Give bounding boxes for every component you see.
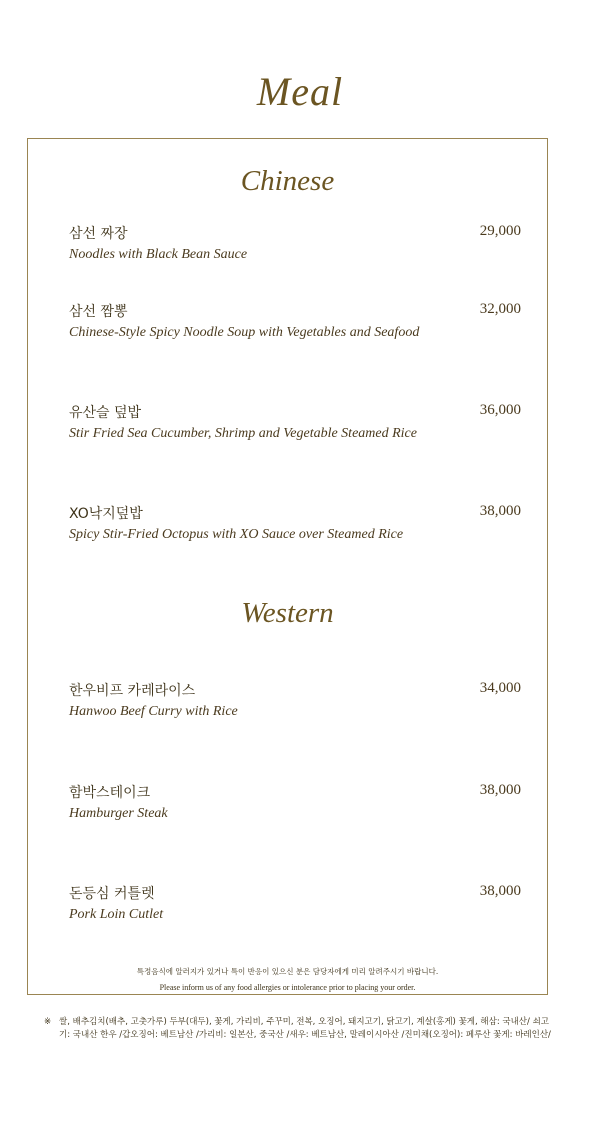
section-title-western: Western <box>241 597 334 629</box>
item-name-ko: 삼선 짜장 <box>69 226 128 242</box>
menu-frame <box>27 138 548 995</box>
origin-text: 쌀, 배추김치(배추, 고춧가루) 두부(대두), 꽃게, 가리비, 주꾸미, 전복, 오징어, 돼지고기, 닭고기, 계살(홍게) 꽃게, 해삼: 국내산/ 쇠고기: 국내산 한우 /갑오징어: 베트남산 /가리비: 일본산, 중국산 /새우: 베트남산, 말레이시아산 /진미채(오징어): 페루산 꽃게: 바레인산/ <box>59 1017 551 1040</box>
menu-item <box>69 885 521 924</box>
item-name-ko: XO낙지덮밥 <box>69 506 143 522</box>
item-name-en: Pork Loin Cutlet <box>69 907 164 922</box>
menu-item <box>69 303 521 342</box>
menu-item <box>69 784 521 823</box>
item-price: 34,000 <box>479 680 521 696</box>
item-name-ko: 삼선 짬뽕 <box>69 304 128 320</box>
item-name-ko: 돈등심 커틀렛 <box>69 886 155 902</box>
item-price: 38,000 <box>479 883 521 899</box>
item-name-ko: 한우비프 카레라이스 <box>69 683 196 699</box>
item-name-en: Chinese-Style Spicy Noodle Soup with Vegetables and Seafood <box>69 325 420 340</box>
item-price: 36,000 <box>479 402 521 418</box>
menu-item <box>69 505 521 544</box>
item-price: 38,000 <box>479 503 521 519</box>
item-name-en: Noodles with Black Bean Sauce <box>69 247 248 262</box>
menu-item <box>69 682 521 721</box>
item-name-en: Stir Fried Sea Cucumber, Shrimp and Vegetable Steamed Rice <box>69 426 417 441</box>
menu-title: Meal <box>256 69 344 114</box>
item-name-ko: 유산슬 덮밥 <box>69 405 142 421</box>
item-price: 38,000 <box>479 782 521 798</box>
origin-note <box>44 1016 554 1042</box>
item-price: 32,000 <box>479 301 521 317</box>
item-name-en: Hanwoo Beef Curry with Rice <box>69 704 238 719</box>
item-name-ko: 함박스테이크 <box>69 785 151 801</box>
item-name-en: Hamburger Steak <box>69 806 168 821</box>
menu-item <box>69 225 521 264</box>
allergy-notice-ko: 특정음식에 알러지가 있거나 특이 반응이 있으신 분은 담당자에게 미리 알려주시기 바랍니다. <box>136 967 439 976</box>
menu-item <box>69 404 521 443</box>
item-name-en: Spicy Stir-Fried Octopus with XO Sauce over Steamed Rice <box>69 527 404 542</box>
allergy-notice-en: Please inform us of any food allergies or intolerance prior to placing your order. <box>159 983 416 992</box>
section-title-chinese: Chinese <box>240 165 335 197</box>
item-price: 29,000 <box>479 223 521 239</box>
reference-mark: ※ <box>44 1017 52 1027</box>
